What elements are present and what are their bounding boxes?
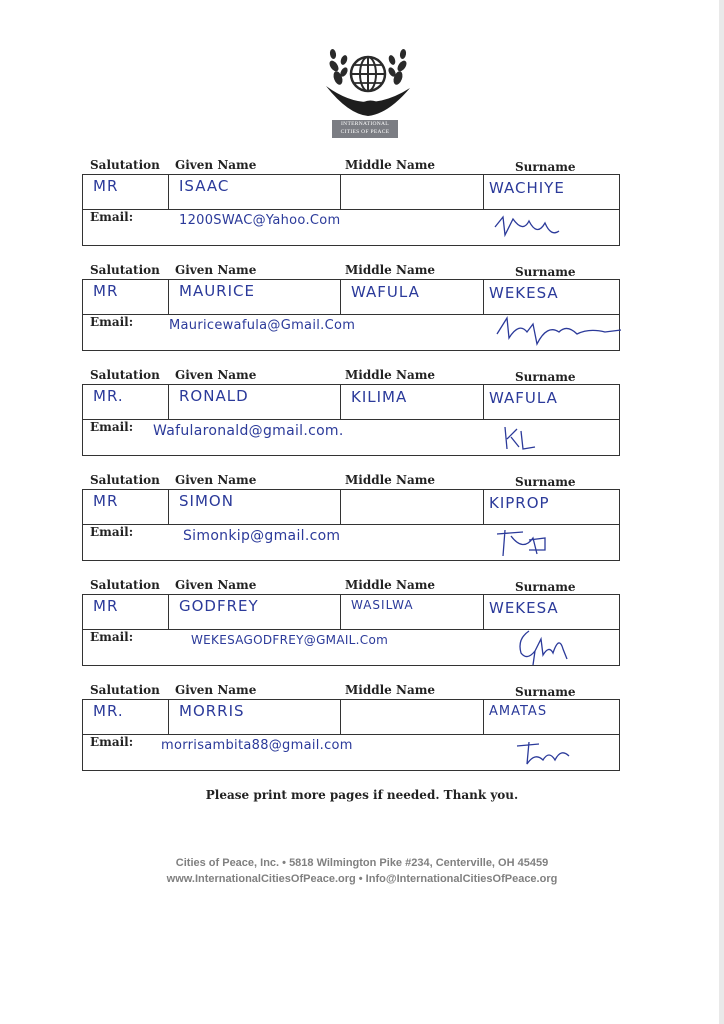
entry-form-grid — [82, 489, 620, 561]
given-name-header: Given Name — [175, 263, 257, 277]
middle-name-header: Middle Name — [345, 473, 436, 487]
attendee-entry-1 — [82, 158, 622, 254]
salutation-field[interactable]: MR — [93, 177, 119, 195]
divider — [168, 595, 169, 629]
divider — [340, 595, 341, 629]
email-label: Email: — [90, 525, 134, 539]
divider — [340, 490, 341, 524]
email-label: Email: — [90, 315, 134, 329]
divider — [168, 175, 169, 209]
middle-name-header: Middle Name — [345, 578, 436, 592]
page-edge — [719, 0, 724, 1024]
surname-header: Surname — [515, 265, 576, 279]
divider — [483, 700, 484, 734]
email-label: Email: — [90, 420, 134, 434]
divider — [83, 524, 619, 525]
surname-field[interactable]: WEKESA — [489, 599, 559, 617]
salutation-field[interactable]: MR — [93, 597, 119, 615]
salutation-field[interactable]: MR. — [93, 387, 124, 405]
salutation-header: Salutation — [90, 368, 160, 382]
salutation-field[interactable]: MR — [93, 492, 119, 510]
entry-form-grid — [82, 384, 620, 456]
divider — [483, 175, 484, 209]
divider — [483, 280, 484, 314]
surname-header: Surname — [515, 160, 576, 174]
salutation-header: Salutation — [90, 683, 160, 697]
given-name-header: Given Name — [175, 158, 257, 172]
given-name-header: Given Name — [175, 368, 257, 382]
divider — [483, 490, 484, 524]
divider — [483, 595, 484, 629]
divider — [340, 280, 341, 314]
salutation-header: Salutation — [90, 473, 160, 487]
surname-field[interactable]: WAFULA — [489, 389, 558, 407]
surname-field[interactable]: WEKESA — [489, 284, 559, 302]
signature-6 — [515, 738, 575, 768]
email-field[interactable]: 1200SWAC@Yahoo.Com — [179, 213, 341, 228]
email-label: Email: — [90, 210, 134, 224]
attendee-entry-5 — [82, 578, 622, 674]
signature-5 — [513, 625, 573, 669]
given-name-header: Given Name — [175, 683, 257, 697]
middle-name-header: Middle Name — [345, 158, 436, 172]
logo-line-1: INTERNATIONAL — [341, 121, 389, 127]
entry-form-grid — [82, 279, 620, 351]
given-name-field[interactable]: RONALD — [179, 387, 249, 405]
middle-name-field[interactable]: WASILWA — [351, 598, 414, 612]
middle-name-header: Middle Name — [345, 683, 436, 697]
surname-field[interactable]: AMATAS — [489, 704, 548, 719]
attendee-entry-2 — [82, 263, 622, 359]
logo-wordmark — [332, 120, 398, 138]
divider — [340, 175, 341, 209]
signature-1 — [493, 213, 563, 243]
surname-header: Surname — [515, 580, 576, 594]
email-field[interactable]: Simonkip@gmail.com — [183, 528, 341, 544]
given-name-header: Given Name — [175, 473, 257, 487]
email-field[interactable]: Wafularonald@gmail.com. — [153, 423, 344, 439]
middle-name-field[interactable]: KILIMA — [351, 388, 408, 406]
given-name-field[interactable]: SIMON — [179, 492, 234, 510]
salutation-header: Salutation — [90, 158, 160, 172]
email-field[interactable]: Mauricewafula@Gmail.Com — [169, 318, 356, 333]
salutation-field[interactable]: MR. — [93, 702, 124, 720]
signature-3 — [501, 423, 541, 453]
middle-name-header: Middle Name — [345, 368, 436, 382]
divider — [83, 209, 619, 210]
divider — [340, 700, 341, 734]
attendee-entry-6 — [82, 683, 622, 779]
surname-header: Surname — [515, 685, 576, 699]
entry-form-grid — [82, 699, 620, 771]
divider — [483, 385, 484, 419]
divider — [168, 385, 169, 419]
email-field[interactable]: WEKESAGODFREY@GMAIL.Com — [191, 633, 389, 647]
divider — [83, 734, 619, 735]
attendee-entry-4 — [82, 473, 622, 569]
given-name-header: Given Name — [175, 578, 257, 592]
footer-address: Cities of Peace, Inc. • 5818 Wilmington Pike #234, Centerville, OH 45459 — [175, 857, 549, 869]
entry-form-grid — [82, 594, 620, 666]
given-name-field[interactable]: GODFREY — [179, 597, 259, 615]
divider — [168, 490, 169, 524]
logo-line-2: CITIES OF PEACE — [340, 129, 390, 135]
email-label: Email: — [90, 630, 134, 644]
email-label: Email: — [90, 735, 134, 749]
attendee-entry-3 — [82, 368, 622, 464]
given-name-field[interactable]: MORRIS — [179, 702, 245, 720]
salutation-field[interactable]: MR — [93, 282, 119, 300]
surname-field[interactable]: WACHIYE — [489, 179, 565, 197]
middle-name-field[interactable]: WAFULA — [351, 283, 420, 301]
middle-name-header: Middle Name — [345, 263, 436, 277]
footer-contact: www.InternationalCitiesOfPeace.org • Info@InternationalCitiesOfPeace.org — [166, 873, 558, 885]
surname-header: Surname — [515, 370, 576, 384]
divider — [168, 700, 169, 734]
divider — [168, 280, 169, 314]
cities-of-peace-logo — [318, 44, 418, 140]
salutation-header: Salutation — [90, 263, 160, 277]
surname-header: Surname — [515, 475, 576, 489]
divider — [83, 419, 619, 420]
divider — [340, 385, 341, 419]
entry-form-grid — [82, 174, 620, 246]
signature-2 — [493, 314, 623, 348]
print-more-note: Please print more pages if needed. Thank you. — [205, 788, 519, 802]
surname-field[interactable]: KIPROP — [489, 494, 550, 512]
email-field[interactable]: morrisambita88@gmail.com — [161, 738, 353, 753]
salutation-header: Salutation — [90, 578, 160, 592]
signature-4 — [493, 526, 563, 560]
given-name-field[interactable]: MAURICE — [179, 282, 255, 300]
given-name-field[interactable]: ISAAC — [179, 177, 230, 195]
